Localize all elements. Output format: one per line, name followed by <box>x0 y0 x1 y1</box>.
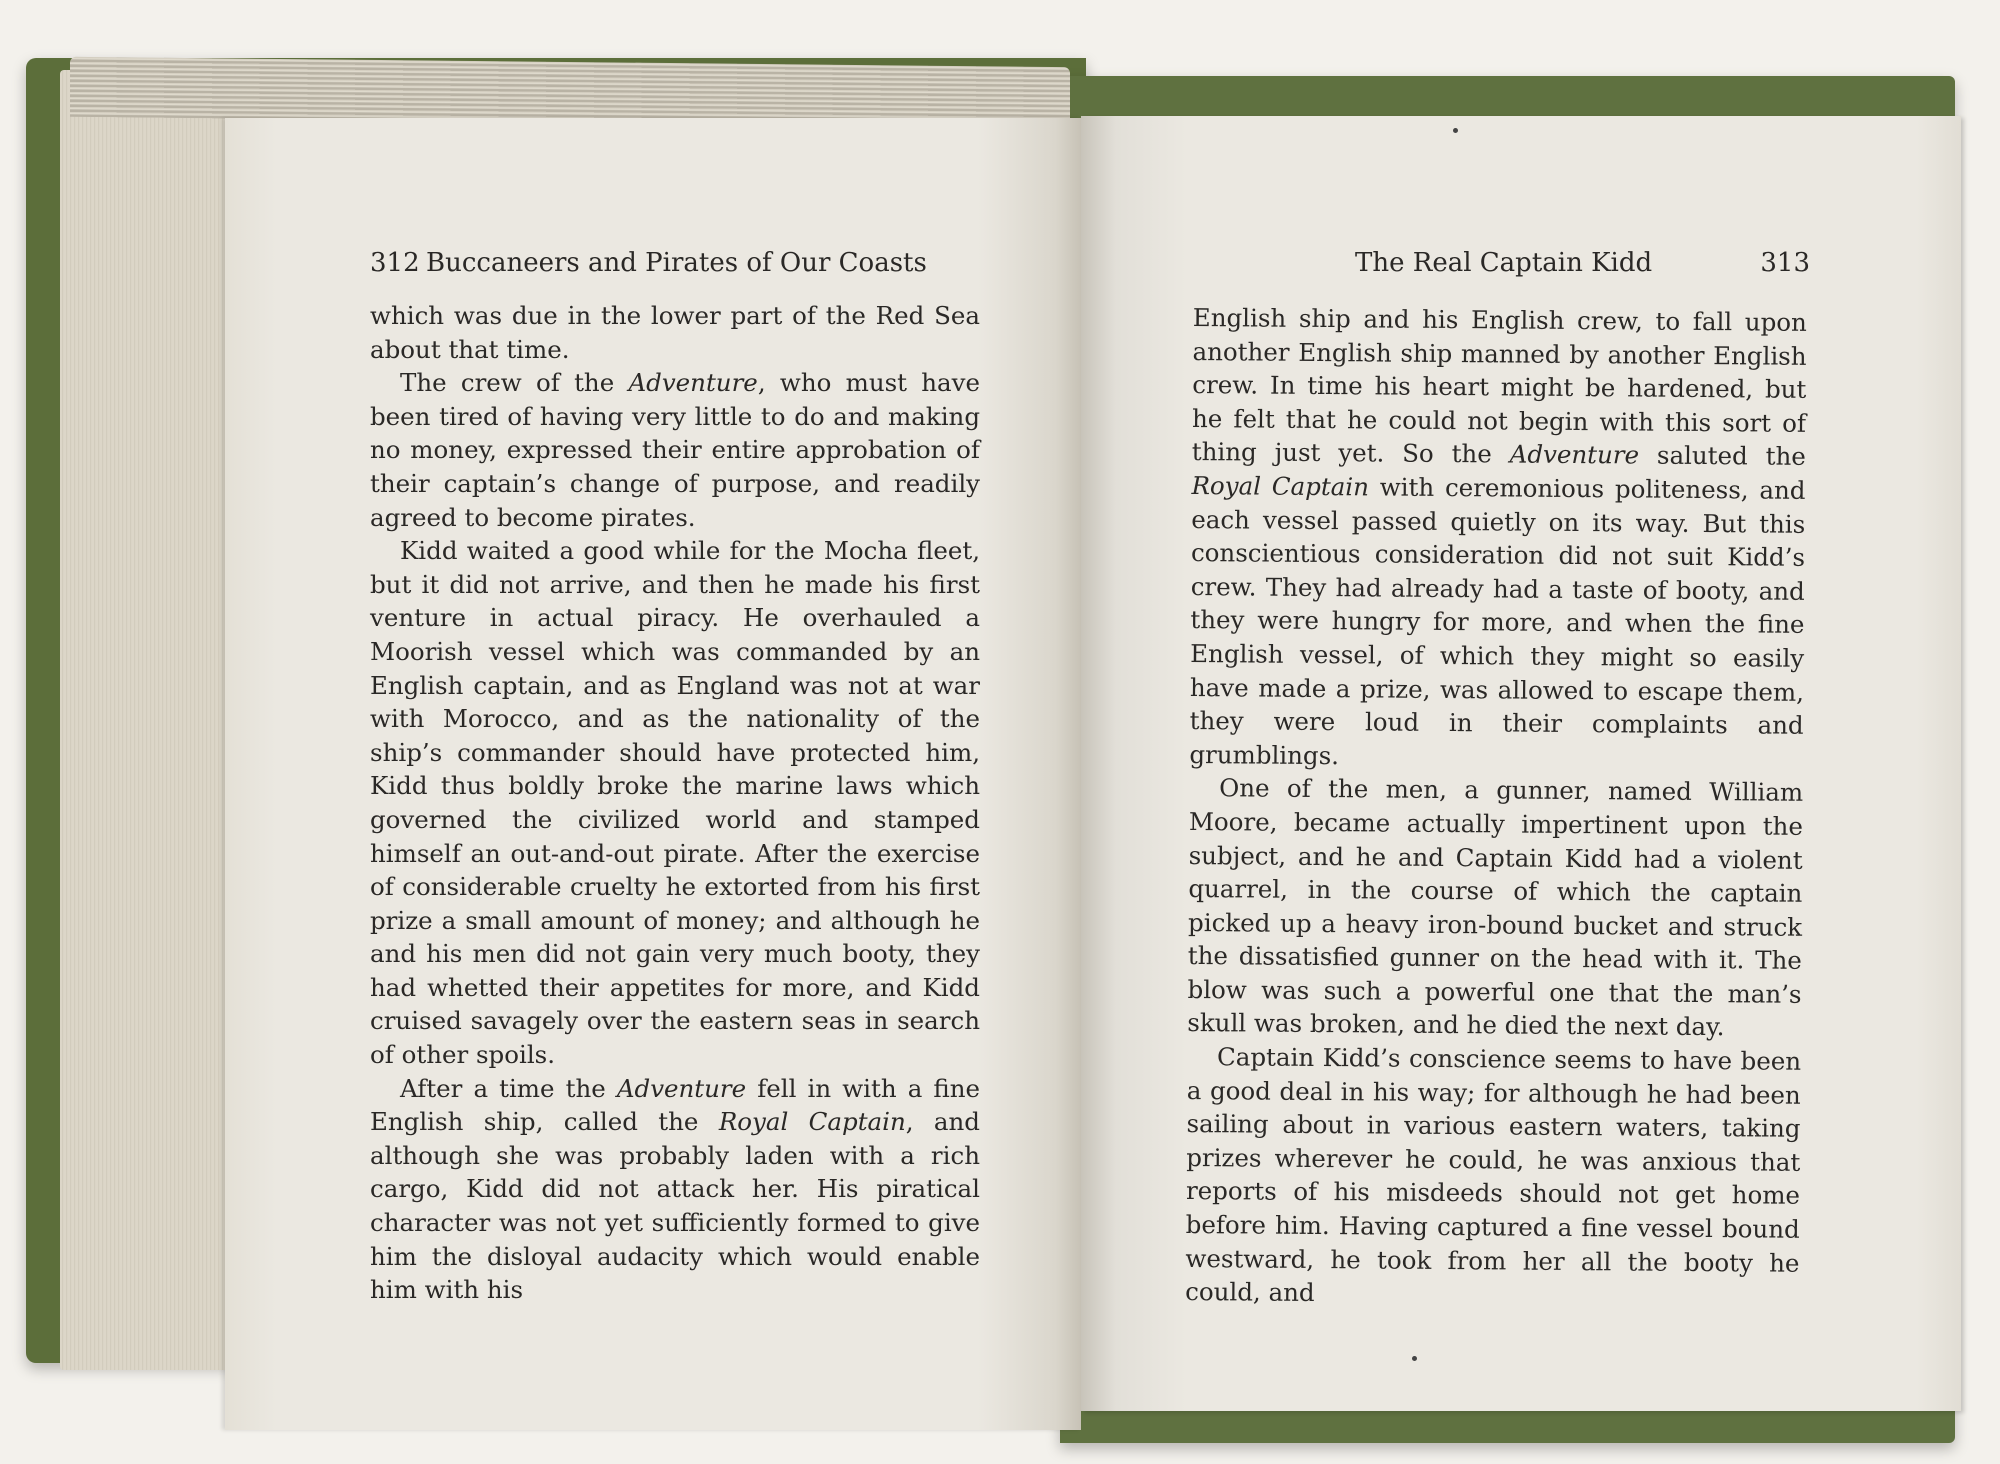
paragraph: One of the men, a gunner, named William Moore, became actually impertinent upon the subject, and he and Captain Kidd had a violent quarrel, in the course of which the captain picked up a heavy iron-bound bucket and struck the dissatisfied gunner on the head with it. The blow was such a powerful one that the man’s skull was broken, and he died the next day. <box>1187 773 1804 1042</box>
left-running-head: Buccaneers and Pirates of Our Coasts <box>426 248 927 278</box>
paragraph: The crew of the Adventure, who must have been tired of having very little to do and making no money, expressed their entire approbation of their captain’s change of purpose, and readily agreed to become pirates. <box>370 368 980 532</box>
left-page-number: 312 <box>370 248 420 278</box>
paragraph: Kidd waited a good while for the Mocha fleet, but it did not arrive, and then he made his first venture in actual piracy. He overhauled a Moorish vessel which was commanded by an English captain, and as England was not at war with Morocco, and as the nationality of the ship’s commander should have protected him, Kidd thus boldly broke the marine laws which governed the civilized world and stamped himself an out-and-out pirate. After the exercise of considerable cruelty he extorted from his first prize a small amount of money; and although he and his men did not gain very much booty, they had whetted their appetites for more, and Kidd cruised savagely over the eastern seas in search of other spoils. <box>370 536 980 1070</box>
paragraph: After a time the Adventure fell in with a fine English ship, called the Royal Captain, and although she was probably laden with a rich cargo, Kidd did not attack her. His piratical character was not yet sufficiently formed to give him the disloyal audacity which would enable him with his <box>370 1073 981 1305</box>
page-block-top-edges <box>70 57 1070 127</box>
right-page-number: 313 <box>1760 248 1810 278</box>
paragraph: which was due in the lower part of the Red Sea about that time. <box>370 301 980 364</box>
right-running-head: The Real Captain Kidd <box>1355 248 1653 278</box>
right-page-header <box>1355 248 1810 278</box>
left-page-header <box>370 248 980 278</box>
left-page-body <box>370 299 980 1307</box>
page-mark <box>1453 128 1458 133</box>
page-mark <box>1412 1356 1417 1361</box>
right-page-body <box>1185 301 1807 1314</box>
paragraph: English ship and his English crew, to fall upon another English ship manned by another English crew. In time his heart might be hardened, but he felt that he could not begin with this sort of thing just yet. So the Adventure saluted the Royal Captain with ceremonious politeness, and each vessel passed quietly on its way. But this conscientious consideration did not suit Kidd’s crew. They had already had a taste of booty, and they were hungry for more, and when the fine English vessel, of which they might so easily have made a prize, was allowed to escape them, they were loud in their complaints and grumblings. <box>1189 302 1807 770</box>
paragraph: Captain Kidd’s conscience seems to have been a good deal in his way; for although he had been sailing about in various eastern waters, taking prizes wherever he could, he was anxious that reports of his misdeeds should not get home before him. Having captured a fine vessel bound westward, he took from her all the booty he could, and <box>1185 1042 1802 1308</box>
